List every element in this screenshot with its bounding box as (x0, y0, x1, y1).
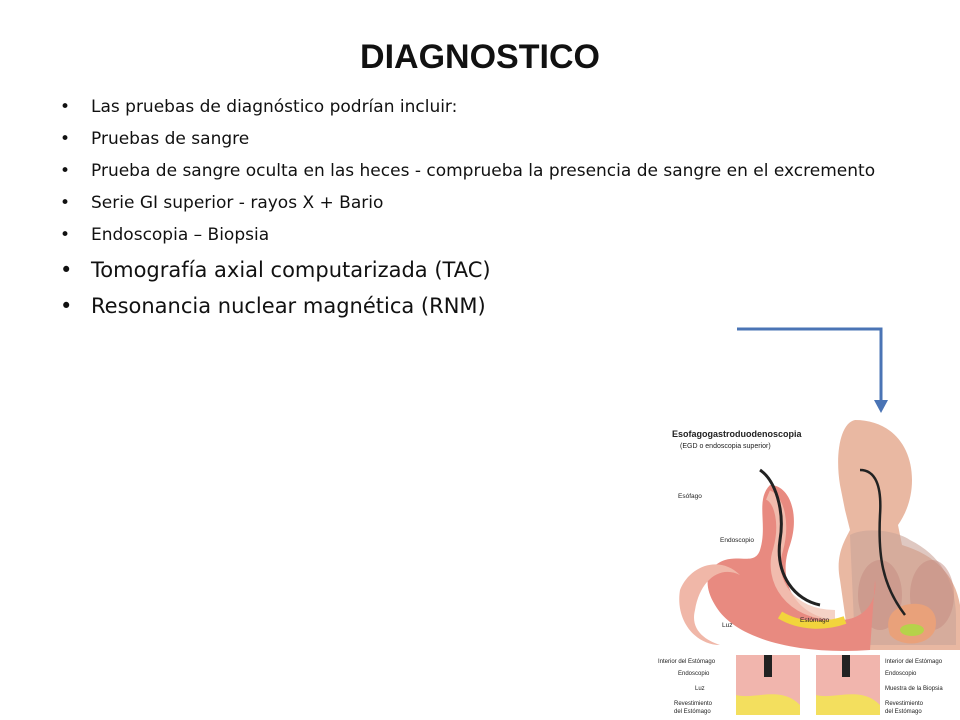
inset-right-label: Muestra de la Biopsia (885, 686, 943, 692)
inset-right-label: del Estómago (885, 709, 922, 715)
endoscopy-diagram (650, 415, 960, 720)
inset-left-label: del Estómago (674, 709, 711, 715)
bullet-item: • Las pruebas de diagnóstico podrían incluir: (60, 96, 900, 118)
label-luz: Luz (722, 622, 733, 629)
slide-title: DIAGNOSTICO (360, 38, 600, 76)
inset-left-endoscope (764, 655, 772, 677)
bullet-item: • Prueba de sangre oculta en las heces - comprueba la presencia de sangre en el excremento (60, 160, 900, 182)
inset-right-label: Interior del Estómago (885, 659, 943, 665)
bullet-item: • Tomografía axial computarizada (TAC) (60, 256, 900, 284)
label-endoscopio: Endoscopio (720, 537, 754, 544)
diagram-title: Esofagogastroduodenoscopia (672, 429, 802, 439)
inset-left-label: Endoscopio (678, 671, 710, 677)
bullet-item: • Pruebas de sangre (60, 128, 900, 150)
inset-right-endoscope (842, 655, 850, 677)
arrow-line (737, 329, 881, 402)
inset-left-label: Revestimiento (674, 701, 713, 707)
inset-left-label: Interior del Estómago (658, 659, 716, 665)
inset-left-label: Luz (695, 686, 705, 692)
bullet-item: • Serie GI superior - rayos X + Bario (60, 192, 900, 214)
bullet-list (60, 96, 900, 328)
inset-right-label: Revestimiento (885, 701, 924, 707)
bullet-item: • Endoscopia – Biopsia (60, 224, 900, 246)
arrow-head-icon (874, 400, 888, 413)
diagram-subtitle: (EGD o endoscopia superior) (680, 443, 771, 450)
label-estomago: Estómago (800, 617, 830, 624)
label-esofago: Esófago (678, 493, 702, 500)
inset-right-label: Endoscopio (885, 671, 917, 677)
body-stomach-content (900, 624, 924, 636)
bullet-item: • Resonancia nuclear magnética (RNM) (60, 292, 900, 320)
